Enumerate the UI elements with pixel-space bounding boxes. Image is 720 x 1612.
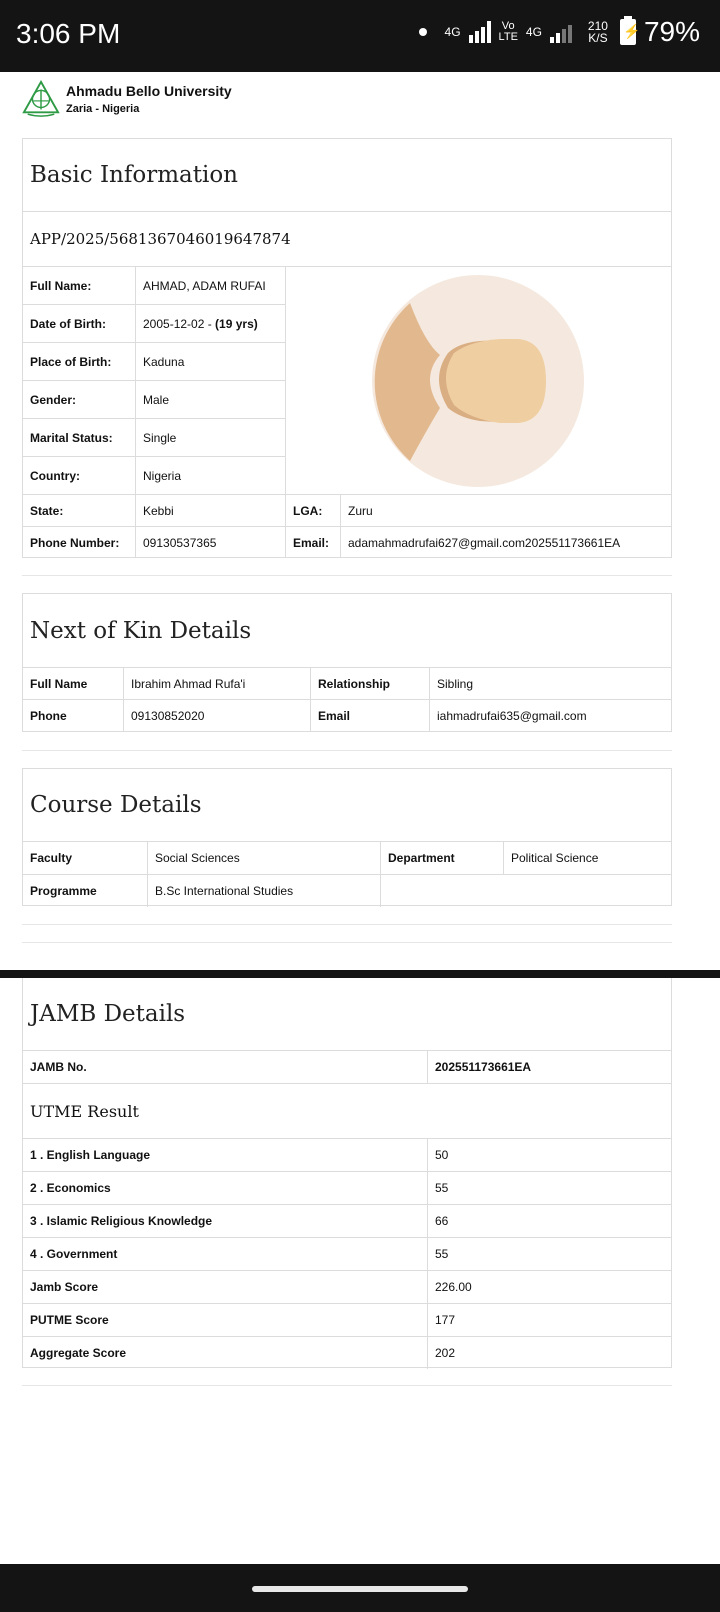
screenshot-seam <box>0 970 720 978</box>
jamb-no-value: 202551173661EA <box>428 1051 672 1084</box>
notification-dot-icon <box>419 28 427 36</box>
email-label: Email: <box>286 527 341 559</box>
next-of-kin-title: Next of Kin Details <box>23 594 671 668</box>
result-label-economics: 2 . Economics <box>23 1172 428 1205</box>
university-location: Zaria - Nigeria <box>66 103 140 115</box>
divider <box>22 942 672 943</box>
basic-information-section <box>22 138 672 558</box>
department-label: Department <box>381 842 504 875</box>
marital-status-label: Marital Status: <box>23 419 136 457</box>
basic-info-table <box>23 267 671 558</box>
volte-bottom: LTE <box>498 31 518 43</box>
basic-information-title: Basic Information <box>23 139 671 212</box>
volte-indicator <box>499 21 518 43</box>
page-header <box>22 80 232 118</box>
department-value: Political Science <box>504 842 672 875</box>
battery-percent: 79% <box>643 16 700 47</box>
dob-label: Date of Birth: <box>23 305 136 343</box>
result-label-government: 4 . Government <box>23 1238 428 1271</box>
speed-value: 210 <box>587 19 608 33</box>
network-type-label-2: 4G <box>525 25 542 39</box>
country-value: Nigeria <box>136 457 286 495</box>
battery-charging-icon: ⚡ <box>620 19 636 45</box>
status-bar <box>0 0 720 72</box>
course-details-table <box>23 842 671 907</box>
full-name-value: AHMAD, ADAM RUFAI <box>136 267 286 305</box>
place-of-birth-value: Kaduna <box>136 343 286 381</box>
utme-result-title: UTME Result <box>23 1084 671 1139</box>
divider <box>22 1385 672 1386</box>
state-value: Kebbi <box>136 495 286 527</box>
result-label-irk: 3 . Islamic Religious Knowledge <box>23 1205 428 1238</box>
status-time: 3:06 PM <box>16 18 121 49</box>
course-details-section <box>22 768 672 906</box>
applicant-photo <box>370 273 586 489</box>
putme-score-label: PUTME Score <box>23 1304 428 1337</box>
jamb-no-label: JAMB No. <box>23 1051 428 1084</box>
next-of-kin-table <box>23 668 671 731</box>
photo-cell <box>286 267 672 495</box>
lga-label: LGA: <box>286 495 341 527</box>
university-name: Ahmadu Bello University <box>66 83 232 99</box>
jamb-details-section <box>22 978 672 1368</box>
result-value-english: 50 <box>428 1139 672 1172</box>
lga-value: Zuru <box>341 495 672 527</box>
country-label: Country: <box>23 457 136 495</box>
speed-unit: K/S <box>588 31 608 45</box>
kin-full-name-label: Full Name <box>23 668 124 700</box>
state-label: State: <box>23 495 136 527</box>
kin-relationship-value: Sibling <box>430 668 672 700</box>
kin-phone-value: 09130852020 <box>124 700 311 732</box>
kin-email-value: iahmadrufai635@gmail.com <box>430 700 672 732</box>
faculty-value: Social Sciences <box>148 842 381 875</box>
signal-strength-2-icon <box>550 21 572 43</box>
result-value-irk: 66 <box>428 1205 672 1238</box>
divider <box>22 575 672 576</box>
course-details-title: Course Details <box>23 769 671 842</box>
programme-label: Programme <box>23 875 148 908</box>
marital-status-value: Single <box>136 419 286 457</box>
aggregate-score-label: Aggregate Score <box>23 1337 428 1370</box>
dob-value: 2005-12-02 - <box>143 316 216 331</box>
result-label-english: 1 . English Language <box>23 1139 428 1172</box>
gender-value: Male <box>136 381 286 419</box>
aggregate-score-value: 202 <box>428 1337 672 1370</box>
result-value-government: 55 <box>428 1238 672 1271</box>
jamb-score-label: Jamb Score <box>23 1271 428 1304</box>
network-speed <box>588 20 608 44</box>
email-value: adamahmadrufai627@gmail.com202551173661EA <box>341 527 672 559</box>
kin-phone-label: Phone <box>23 700 124 732</box>
dob-cell <box>136 305 286 343</box>
kin-email-label: Email <box>311 700 430 732</box>
signal-strength-icon <box>469 21 491 43</box>
home-gesture-handle[interactable] <box>252 1586 468 1592</box>
next-of-kin-section <box>22 593 672 732</box>
putme-score-value: 177 <box>428 1304 672 1337</box>
programme-value: B.Sc International Studies <box>148 875 381 908</box>
divider <box>22 924 672 925</box>
empty-cell <box>381 875 672 908</box>
university-logo-icon <box>22 80 60 118</box>
kin-full-name-value: Ibrahim Ahmad Rufa'i <box>124 668 311 700</box>
volte-top: Vo <box>501 20 515 32</box>
place-of-birth-label: Place of Birth: <box>23 343 136 381</box>
gender-label: Gender: <box>23 381 136 419</box>
faculty-label: Faculty <box>23 842 148 875</box>
jamb-score-value: 226.00 <box>428 1271 672 1304</box>
system-navigation-bar <box>0 1564 720 1612</box>
phone-value: 09130537365 <box>136 527 286 559</box>
age-value: (19 yrs) <box>215 316 258 331</box>
phone-label: Phone Number: <box>23 527 136 559</box>
application-number: APP/2025/5681367046019647874 <box>23 212 671 267</box>
kin-relationship-label: Relationship <box>311 668 430 700</box>
network-type-label: 4G <box>444 25 461 39</box>
jamb-table <box>23 1051 671 1369</box>
result-value-economics: 55 <box>428 1172 672 1205</box>
divider <box>22 750 672 751</box>
jamb-details-title: JAMB Details <box>23 978 671 1051</box>
status-icons <box>419 16 700 48</box>
full-name-label: Full Name: <box>23 267 136 305</box>
